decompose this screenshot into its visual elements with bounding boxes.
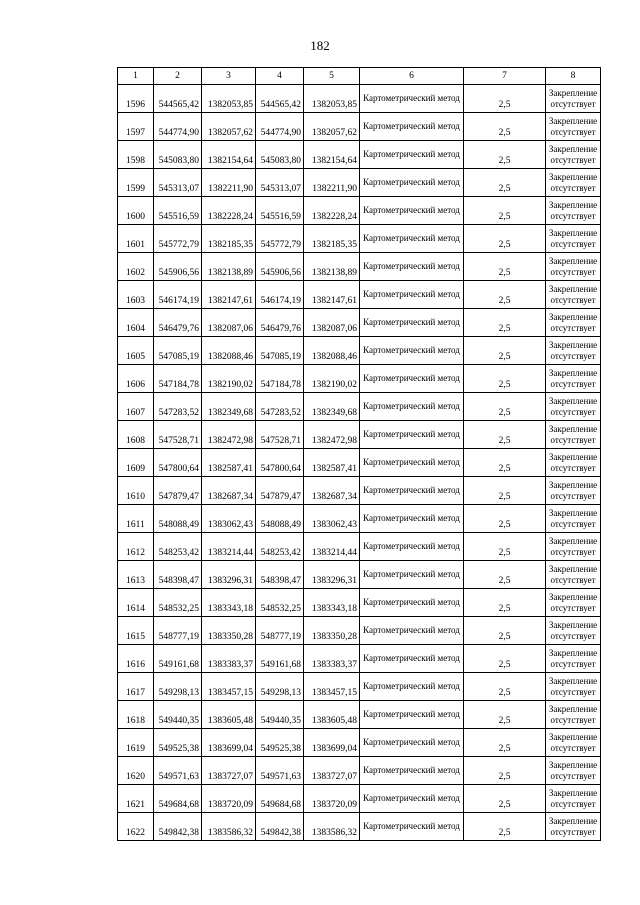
fixing-cell: Закрепление отсутствует [546,393,601,421]
table-row [118,673,601,701]
x-new-cell: 547528,71 [256,421,304,449]
y-existing-cell: 1383727,07 [202,757,256,785]
table-row [118,477,601,505]
accuracy-cell: 2,5 [464,617,546,645]
x-new-cell: 547800,64 [256,449,304,477]
accuracy-cell: 2,5 [464,281,546,309]
fixing-cell: Закрепление отсутствует [546,673,601,701]
point-number-cell: 1617 [118,673,154,701]
header-cell-4: 4 [256,68,304,85]
table-row [118,561,601,589]
table-body [118,85,601,841]
y-existing-cell: 1382185,35 [202,225,256,253]
table-header [118,68,601,85]
y-existing-cell: 1382053,85 [202,85,256,113]
y-new-cell: 1383062,43 [304,505,360,533]
method-cell: Картометрический метод [360,281,464,309]
y-new-cell: 1382587,41 [304,449,360,477]
y-new-cell: 1383214,44 [304,533,360,561]
table-row [118,645,601,673]
x-new-cell: 549440,35 [256,701,304,729]
accuracy-cell: 2,5 [464,757,546,785]
accuracy-cell: 2,5 [464,225,546,253]
x-new-cell: 547085,19 [256,337,304,365]
accuracy-cell: 2,5 [464,785,546,813]
x-existing-cell: 549571,63 [154,757,202,785]
table-row [118,729,601,757]
y-existing-cell: 1383605,48 [202,701,256,729]
y-existing-cell: 1383350,28 [202,617,256,645]
y-new-cell: 1382228,24 [304,197,360,225]
x-existing-cell: 546174,19 [154,281,202,309]
point-number-cell: 1600 [118,197,154,225]
table-row [118,281,601,309]
x-existing-cell: 546479,76 [154,309,202,337]
table-row [118,337,601,365]
method-cell: Картометрический метод [360,337,464,365]
fixing-cell: Закрепление отсутствует [546,785,601,813]
x-existing-cell: 549525,38 [154,729,202,757]
accuracy-cell: 2,5 [464,645,546,673]
header-cell-3: 3 [202,68,256,85]
y-existing-cell: 1382228,24 [202,197,256,225]
y-new-cell: 1382190,02 [304,365,360,393]
y-new-cell: 1382185,35 [304,225,360,253]
x-new-cell: 545772,79 [256,225,304,253]
point-number-cell: 1596 [118,85,154,113]
x-existing-cell: 544565,42 [154,85,202,113]
fixing-cell: Закрепление отсутствует [546,645,601,673]
x-new-cell: 547283,52 [256,393,304,421]
fixing-cell: Закрепление отсутствует [546,113,601,141]
y-new-cell: 1382349,68 [304,393,360,421]
table-row [118,449,601,477]
table-row [118,701,601,729]
method-cell: Картометрический метод [360,813,464,841]
method-cell: Картометрический метод [360,197,464,225]
method-cell: Картометрический метод [360,113,464,141]
y-new-cell: 1383383,37 [304,645,360,673]
fixing-cell: Закрепление отсутствует [546,309,601,337]
fixing-cell: Закрепление отсутствует [546,197,601,225]
x-existing-cell: 545313,07 [154,169,202,197]
y-existing-cell: 1382088,46 [202,337,256,365]
fixing-cell: Закрепление отсутствует [546,449,601,477]
fixing-cell: Закрепление отсутствует [546,141,601,169]
table-row [118,505,601,533]
y-new-cell: 1382053,85 [304,85,360,113]
y-new-cell: 1382138,89 [304,253,360,281]
method-cell: Картометрический метод [360,617,464,645]
y-existing-cell: 1382587,41 [202,449,256,477]
fixing-cell: Закрепление отсутствует [546,561,601,589]
x-new-cell: 544565,42 [256,85,304,113]
x-new-cell: 546174,19 [256,281,304,309]
y-new-cell: 1383296,31 [304,561,360,589]
x-existing-cell: 547184,78 [154,365,202,393]
y-existing-cell: 1382211,90 [202,169,256,197]
method-cell: Картометрический метод [360,645,464,673]
method-cell: Картометрический метод [360,421,464,449]
point-number-cell: 1613 [118,561,154,589]
accuracy-cell: 2,5 [464,309,546,337]
header-cell-7: 7 [464,68,546,85]
y-existing-cell: 1383699,04 [202,729,256,757]
y-new-cell: 1382211,90 [304,169,360,197]
x-existing-cell: 547283,52 [154,393,202,421]
method-cell: Картометрический метод [360,729,464,757]
y-new-cell: 1382088,46 [304,337,360,365]
fixing-cell: Закрепление отсутствует [546,365,601,393]
accuracy-cell: 2,5 [464,365,546,393]
point-number-cell: 1622 [118,813,154,841]
x-existing-cell: 545772,79 [154,225,202,253]
accuracy-cell: 2,5 [464,701,546,729]
accuracy-cell: 2,5 [464,197,546,225]
x-new-cell: 549571,63 [256,757,304,785]
x-new-cell: 549842,38 [256,813,304,841]
y-existing-cell: 1382147,61 [202,281,256,309]
y-new-cell: 1383720,09 [304,785,360,813]
fixing-cell: Закрепление отсутствует [546,477,601,505]
point-number-cell: 1616 [118,645,154,673]
y-new-cell: 1383727,07 [304,757,360,785]
y-new-cell: 1382687,34 [304,477,360,505]
accuracy-cell: 2,5 [464,505,546,533]
table-row [118,113,601,141]
x-existing-cell: 549842,38 [154,813,202,841]
method-cell: Картометрический метод [360,225,464,253]
y-existing-cell: 1383062,43 [202,505,256,533]
method-cell: Картометрический метод [360,253,464,281]
y-existing-cell: 1383343,18 [202,589,256,617]
point-number-cell: 1611 [118,505,154,533]
header-cell-6: 6 [360,68,464,85]
x-new-cell: 549525,38 [256,729,304,757]
y-existing-cell: 1383296,31 [202,561,256,589]
fixing-cell: Закрепление отсутствует [546,589,601,617]
point-number-cell: 1602 [118,253,154,281]
point-number-cell: 1620 [118,757,154,785]
fixing-cell: Закрепление отсутствует [546,813,601,841]
x-existing-cell: 549161,68 [154,645,202,673]
fixing-cell: Закрепление отсутствует [546,701,601,729]
x-new-cell: 545906,56 [256,253,304,281]
x-existing-cell: 545083,80 [154,141,202,169]
x-existing-cell: 547879,47 [154,477,202,505]
coordinates-table [117,67,601,841]
header-row [118,68,601,85]
table-row [118,589,601,617]
table-row [118,533,601,561]
x-new-cell: 547184,78 [256,365,304,393]
fixing-cell: Закрепление отсутствует [546,757,601,785]
accuracy-cell: 2,5 [464,169,546,197]
x-existing-cell: 549440,35 [154,701,202,729]
x-existing-cell: 549298,13 [154,673,202,701]
y-new-cell: 1382154,64 [304,141,360,169]
x-existing-cell: 544774,90 [154,113,202,141]
x-new-cell: 544774,90 [256,113,304,141]
y-new-cell: 1382087,06 [304,309,360,337]
method-cell: Картометрический метод [360,393,464,421]
accuracy-cell: 2,5 [464,477,546,505]
point-number-cell: 1604 [118,309,154,337]
x-existing-cell: 548088,49 [154,505,202,533]
table-row [118,393,601,421]
x-existing-cell: 547528,71 [154,421,202,449]
method-cell: Картометрический метод [360,589,464,617]
y-new-cell: 1382472,98 [304,421,360,449]
y-existing-cell: 1382087,06 [202,309,256,337]
y-new-cell: 1383605,48 [304,701,360,729]
header-cell-2: 2 [154,68,202,85]
method-cell: Картометрический метод [360,785,464,813]
accuracy-cell: 2,5 [464,449,546,477]
table-row [118,197,601,225]
page-number: 182 [310,38,330,53]
method-cell: Картометрический метод [360,505,464,533]
y-existing-cell: 1382687,34 [202,477,256,505]
y-new-cell: 1383457,15 [304,673,360,701]
accuracy-cell: 2,5 [464,85,546,113]
method-cell: Картометрический метод [360,477,464,505]
table-row [118,365,601,393]
y-existing-cell: 1382154,64 [202,141,256,169]
point-number-cell: 1610 [118,477,154,505]
method-cell: Картометрический метод [360,533,464,561]
accuracy-cell: 2,5 [464,533,546,561]
accuracy-cell: 2,5 [464,113,546,141]
fixing-cell: Закрепление отсутствует [546,533,601,561]
y-new-cell: 1382147,61 [304,281,360,309]
method-cell: Картометрический метод [360,673,464,701]
point-number-cell: 1603 [118,281,154,309]
x-new-cell: 549161,68 [256,645,304,673]
method-cell: Картометрический метод [360,309,464,337]
point-number-cell: 1607 [118,393,154,421]
point-number-cell: 1605 [118,337,154,365]
point-number-cell: 1601 [118,225,154,253]
point-number-cell: 1621 [118,785,154,813]
point-number-cell: 1608 [118,421,154,449]
point-number-cell: 1598 [118,141,154,169]
y-existing-cell: 1382138,89 [202,253,256,281]
y-existing-cell: 1383214,44 [202,533,256,561]
method-cell: Картометрический метод [360,141,464,169]
x-existing-cell: 549684,68 [154,785,202,813]
x-new-cell: 545516,59 [256,197,304,225]
fixing-cell: Закрепление отсутствует [546,421,601,449]
fixing-cell: Закрепление отсутствует [546,729,601,757]
y-existing-cell: 1383457,15 [202,673,256,701]
table-row [118,813,601,841]
table-row [118,617,601,645]
x-existing-cell: 545906,56 [154,253,202,281]
x-new-cell: 545313,07 [256,169,304,197]
table-row [118,785,601,813]
accuracy-cell: 2,5 [464,561,546,589]
y-existing-cell: 1382472,98 [202,421,256,449]
y-existing-cell: 1382349,68 [202,393,256,421]
y-new-cell: 1383586,32 [304,813,360,841]
fixing-cell: Закрепление отсутствует [546,281,601,309]
x-new-cell: 549684,68 [256,785,304,813]
x-existing-cell: 548777,19 [154,617,202,645]
accuracy-cell: 2,5 [464,421,546,449]
y-new-cell: 1383350,28 [304,617,360,645]
y-existing-cell: 1383720,09 [202,785,256,813]
y-existing-cell: 1382057,62 [202,113,256,141]
table-row [118,757,601,785]
y-new-cell: 1383343,18 [304,589,360,617]
point-number-cell: 1615 [118,617,154,645]
fixing-cell: Закрепление отсутствует [546,337,601,365]
x-new-cell: 548088,49 [256,505,304,533]
x-new-cell: 545083,80 [256,141,304,169]
method-cell: Картометрический метод [360,365,464,393]
accuracy-cell: 2,5 [464,673,546,701]
method-cell: Картометрический метод [360,449,464,477]
table-row [118,225,601,253]
fixing-cell: Закрепление отсутствует [546,505,601,533]
x-existing-cell: 548532,25 [154,589,202,617]
header-cell-8: 8 [546,68,601,85]
fixing-cell: Закрепление отсутствует [546,617,601,645]
y-existing-cell: 1383383,37 [202,645,256,673]
point-number-cell: 1612 [118,533,154,561]
y-existing-cell: 1383586,32 [202,813,256,841]
table-row [118,309,601,337]
accuracy-cell: 2,5 [464,589,546,617]
method-cell: Картометрический метод [360,757,464,785]
x-new-cell: 548253,42 [256,533,304,561]
x-new-cell: 547879,47 [256,477,304,505]
y-new-cell: 1383699,04 [304,729,360,757]
table-row [118,421,601,449]
x-existing-cell: 545516,59 [154,197,202,225]
x-new-cell: 548777,19 [256,617,304,645]
x-existing-cell: 547085,19 [154,337,202,365]
x-existing-cell: 548398,47 [154,561,202,589]
x-new-cell: 546479,76 [256,309,304,337]
point-number-cell: 1614 [118,589,154,617]
fixing-cell: Закрепление отсутствует [546,253,601,281]
method-cell: Картометрический метод [360,701,464,729]
table-row [118,253,601,281]
accuracy-cell: 2,5 [464,729,546,757]
method-cell: Картометрический метод [360,169,464,197]
point-number-cell: 1609 [118,449,154,477]
x-new-cell: 548398,47 [256,561,304,589]
x-existing-cell: 548253,42 [154,533,202,561]
table-row [118,169,601,197]
point-number-cell: 1606 [118,365,154,393]
method-cell: Картометрический метод [360,85,464,113]
accuracy-cell: 2,5 [464,253,546,281]
table-row [118,141,601,169]
accuracy-cell: 2,5 [464,337,546,365]
table-row [118,85,601,113]
x-new-cell: 549298,13 [256,673,304,701]
method-cell: Картометрический метод [360,561,464,589]
fixing-cell: Закрепление отсутствует [546,169,601,197]
point-number-cell: 1599 [118,169,154,197]
header-cell-1: 1 [118,68,154,85]
x-new-cell: 548532,25 [256,589,304,617]
y-existing-cell: 1382190,02 [202,365,256,393]
point-number-cell: 1597 [118,113,154,141]
x-existing-cell: 547800,64 [154,449,202,477]
accuracy-cell: 2,5 [464,393,546,421]
accuracy-cell: 2,5 [464,813,546,841]
y-new-cell: 1382057,62 [304,113,360,141]
header-cell-5: 5 [304,68,360,85]
point-number-cell: 1619 [118,729,154,757]
fixing-cell: Закрепление отсутствует [546,85,601,113]
fixing-cell: Закрепление отсутствует [546,225,601,253]
point-number-cell: 1618 [118,701,154,729]
accuracy-cell: 2,5 [464,141,546,169]
